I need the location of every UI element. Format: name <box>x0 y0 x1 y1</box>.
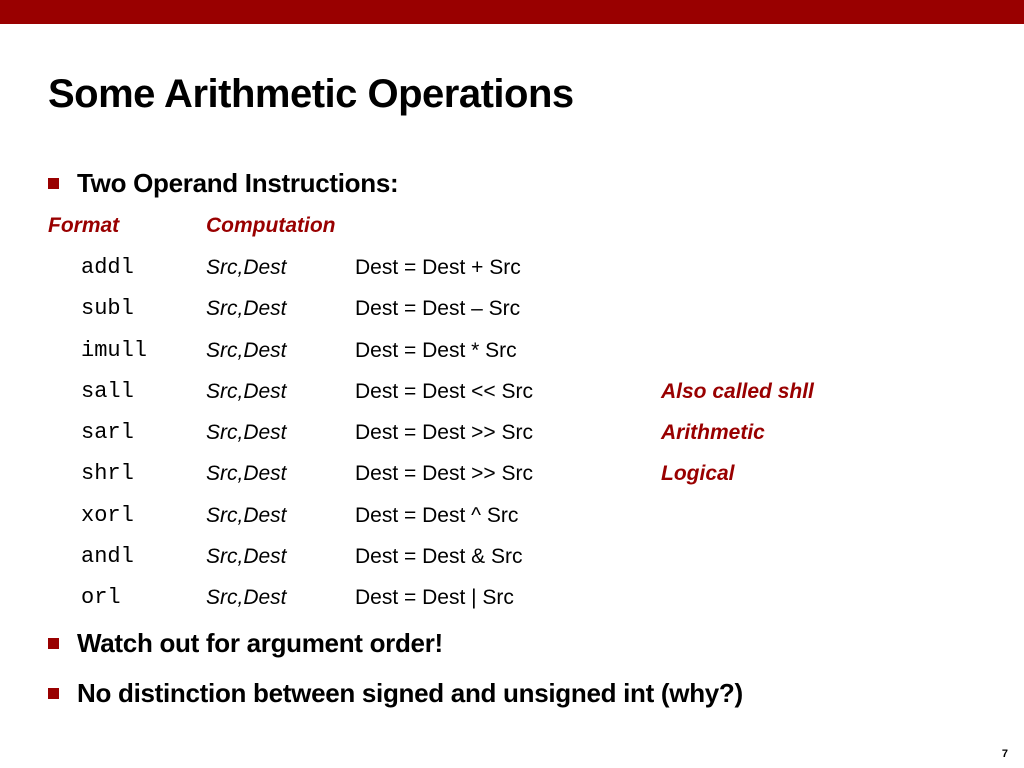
bullet-signed-unsigned <box>48 676 743 710</box>
instruction-computation: Dest = Dest + Src <box>355 256 521 279</box>
table-row <box>0 415 1024 456</box>
instruction-mnemonic: sarl <box>81 420 134 445</box>
instruction-computation: Dest = Dest << Src <box>355 379 533 403</box>
table-row <box>0 580 1024 621</box>
table-row <box>0 456 1024 497</box>
square-bullet-icon <box>48 638 59 649</box>
instruction-mnemonic: andl <box>81 543 134 569</box>
instruction-mnemonic: addl <box>81 255 134 280</box>
instruction-operands: Src,Dest <box>206 421 287 444</box>
column-header-computation: Computation <box>206 214 336 237</box>
bullet-text: Watch out for argument order! <box>77 628 443 658</box>
instruction-operands: Src,Dest <box>206 338 287 362</box>
instruction-computation: Dest = Dest ^ Src <box>355 503 519 527</box>
instruction-operands: Src,Dest <box>206 379 287 403</box>
instruction-computation: Dest = Dest >> Src <box>355 462 533 486</box>
instruction-mnemonic: shrl <box>81 461 134 487</box>
table-row <box>0 291 1024 332</box>
instruction-operands: Src,Dest <box>206 544 287 568</box>
table-row <box>0 539 1024 580</box>
instruction-computation: Dest = Dest – Src <box>355 297 521 321</box>
instruction-note: Also called shll <box>661 379 814 403</box>
instruction-operands: Src,Dest <box>206 503 287 527</box>
square-bullet-icon <box>48 178 59 189</box>
bullet-two-operand <box>48 166 398 200</box>
instruction-operands: Src,Dest <box>206 586 287 609</box>
instruction-mnemonic: imull <box>81 337 148 363</box>
table-row <box>0 250 1024 291</box>
instruction-note: Logical <box>661 462 735 486</box>
table-row <box>0 333 1024 374</box>
instruction-note: Arithmetic <box>661 421 765 444</box>
instruction-computation: Dest = Dest >> Src <box>355 421 533 444</box>
square-bullet-icon <box>48 688 59 699</box>
table-row <box>0 374 1024 415</box>
instruction-mnemonic: sall <box>81 378 134 404</box>
bullet-text: Two Operand Instructions: <box>77 168 399 198</box>
page-number: 7 <box>1001 748 1008 760</box>
top-accent-bar <box>0 0 1024 24</box>
instruction-mnemonic: subl <box>81 296 134 322</box>
table-row <box>0 498 1024 539</box>
instruction-computation: Dest = Dest * Src <box>355 338 517 362</box>
instruction-mnemonic: orl <box>81 585 121 610</box>
instruction-operands: Src,Dest <box>206 462 287 486</box>
slide-title: Some Arithmetic Operations <box>48 72 574 116</box>
bullet-argument-order <box>48 626 443 660</box>
instruction-computation: Dest = Dest | Src <box>355 586 514 609</box>
instruction-computation: Dest = Dest & Src <box>355 544 523 568</box>
instruction-operands: Src,Dest <box>206 297 287 321</box>
operations-table <box>0 250 1024 621</box>
bullet-text: No distinction between signed and unsigned int (why?) <box>77 678 743 708</box>
instruction-mnemonic: xorl <box>81 502 134 528</box>
column-header-format: Format <box>48 214 120 237</box>
instruction-operands: Src,Dest <box>206 256 287 279</box>
